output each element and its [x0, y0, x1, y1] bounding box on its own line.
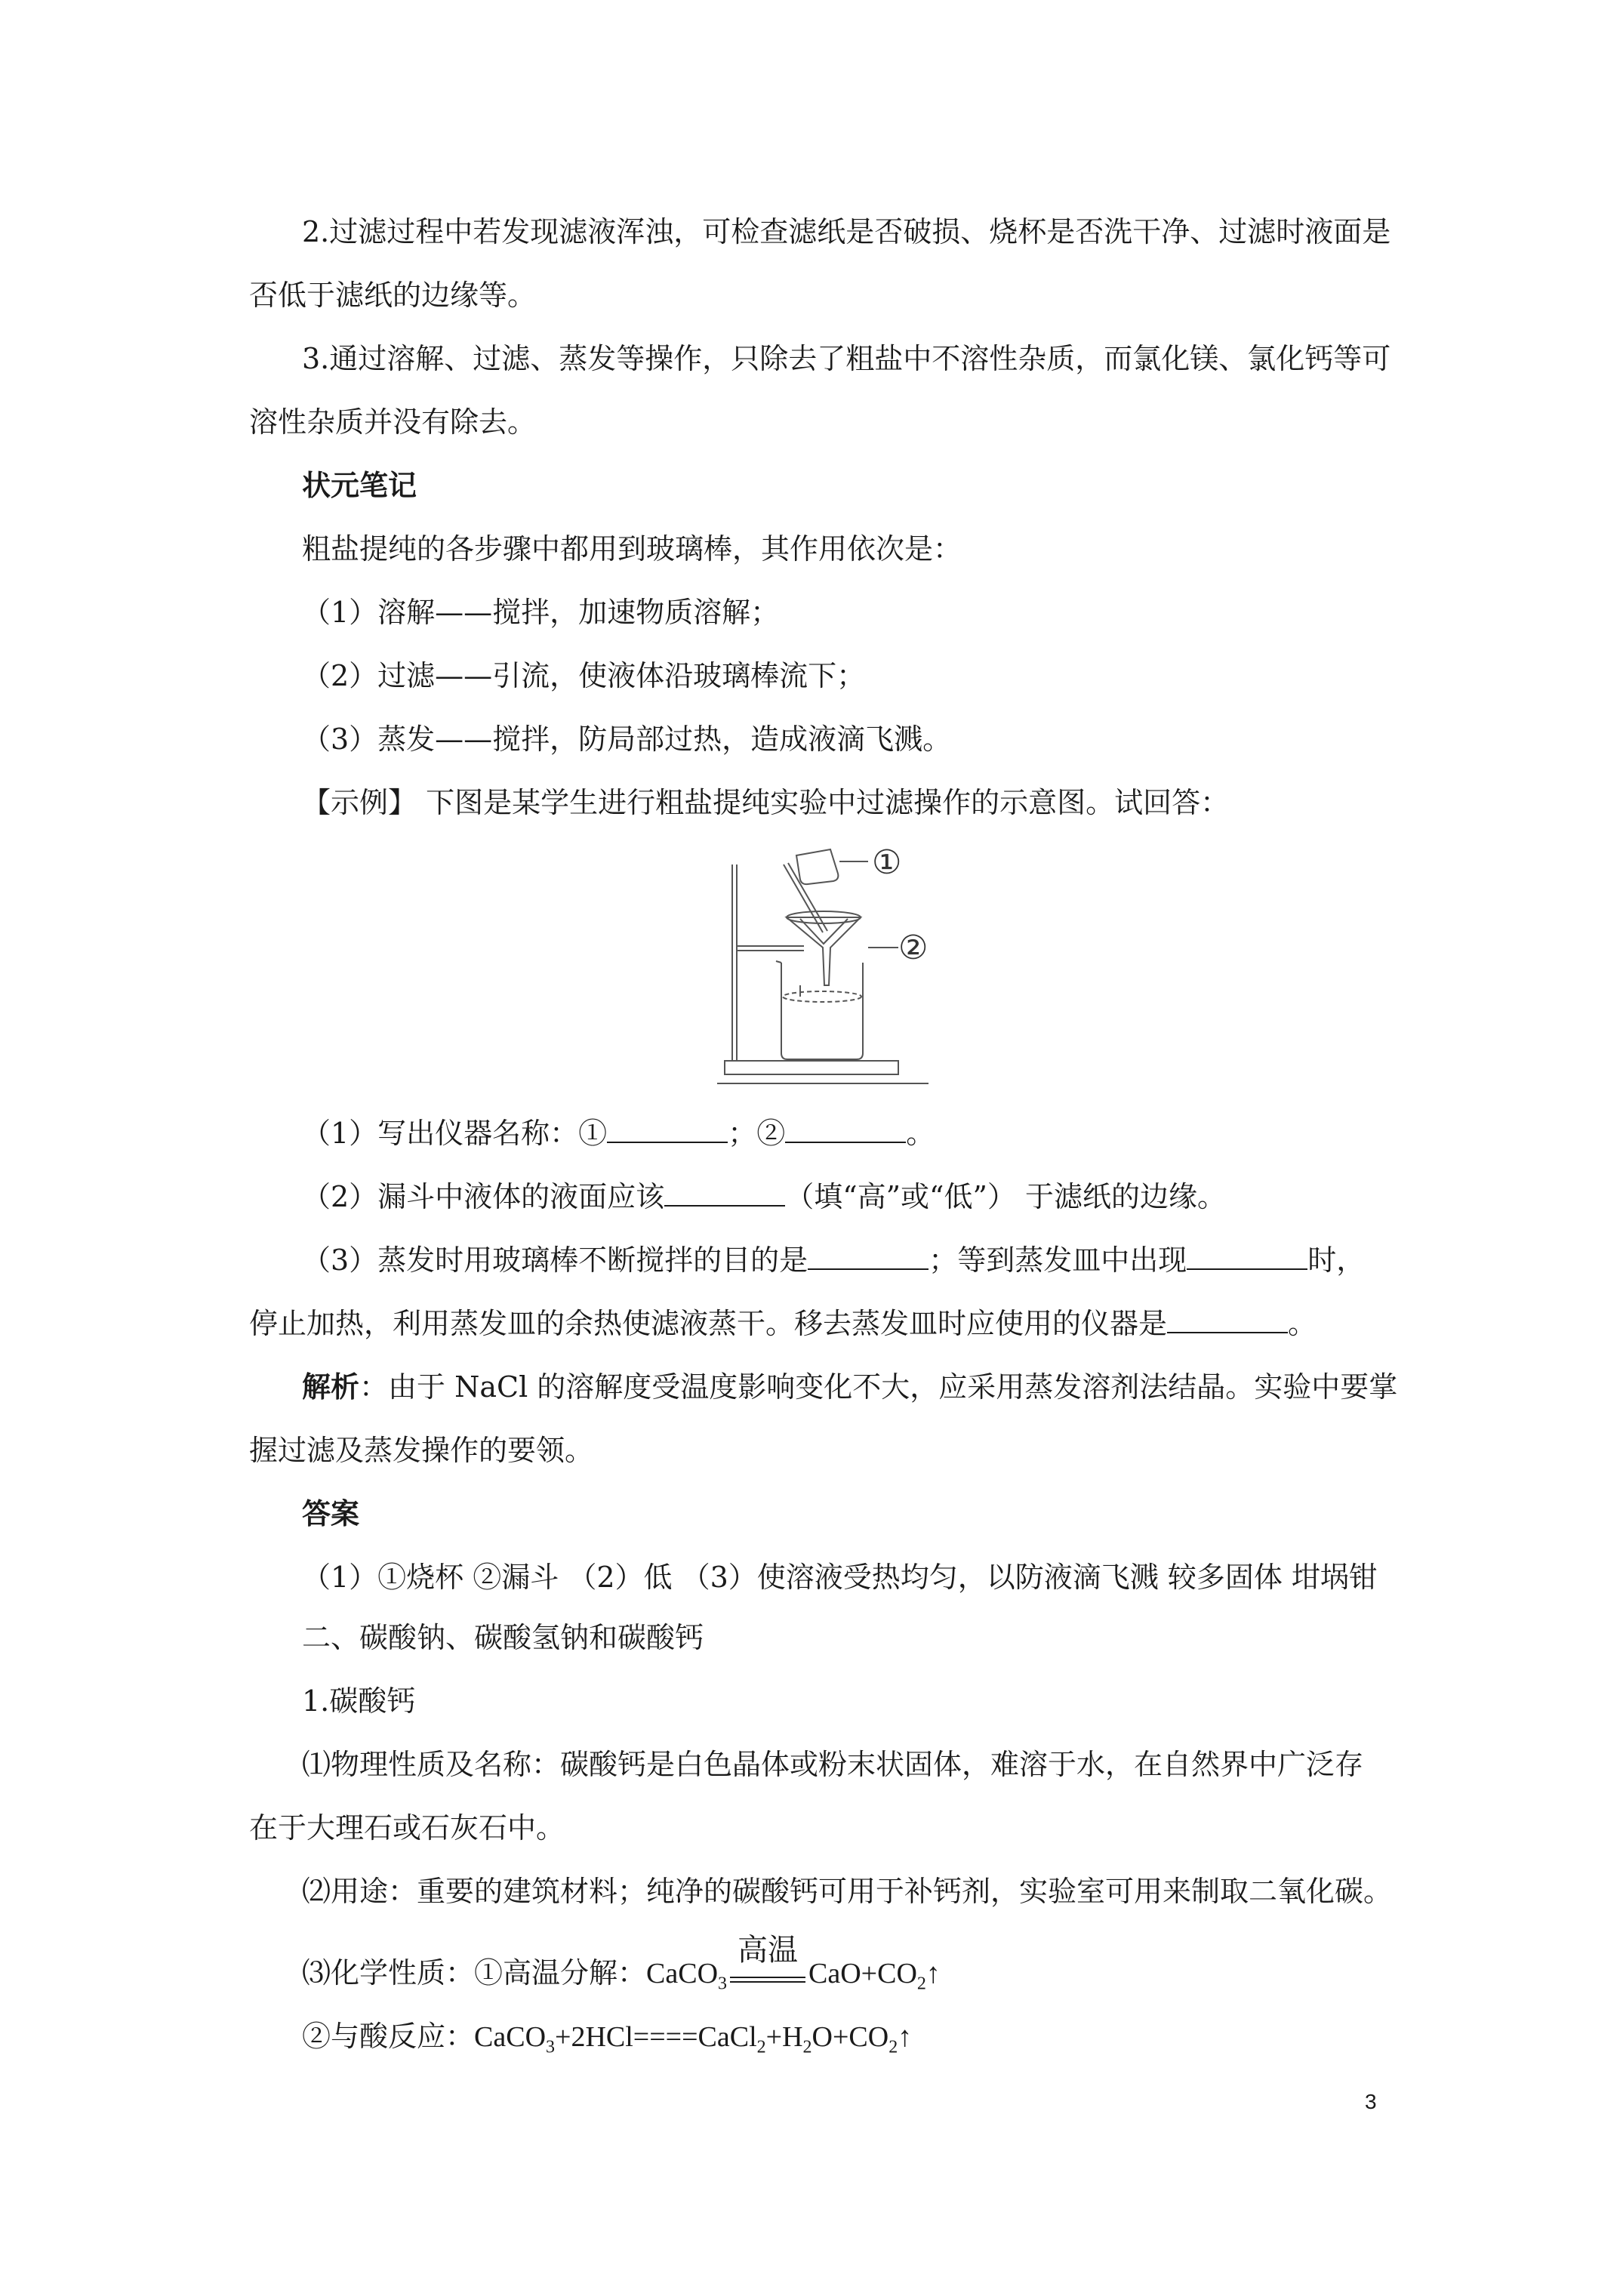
- analysis: [302, 1370, 1457, 1404]
- note-title: 状元笔记: [302, 468, 417, 502]
- reaction-equation-2: $CaCO_3+2HCl====CaCl_2+H_2O+CO_2↑$: [474, 2021, 913, 2057]
- answer-blank[interactable]: [1167, 1309, 1288, 1333]
- question-text: 。: [1288, 1307, 1317, 1340]
- question-text: ；等到蒸发皿中出现: [929, 1244, 1187, 1277]
- question-2: [302, 1179, 1457, 1214]
- reaction-condition: 高温: [738, 1933, 799, 1968]
- question-3-cont: [249, 1306, 1404, 1341]
- answer-blank[interactable]: [808, 1246, 929, 1270]
- paragraph-line: 溶性杂质并没有除去。: [249, 405, 537, 439]
- question-text: 时，: [1307, 1244, 1366, 1277]
- question-text: （3）蒸发时用玻璃棒不断搅拌的目的是: [302, 1244, 808, 1277]
- formula-label: ②与酸反应：: [302, 2020, 475, 2053]
- paragraph-line: 粗盐提纯的各步骤中都用到玻璃棒，其作用依次是：: [302, 532, 962, 566]
- paragraph-line: 3.通过溶解、过滤、蒸发等操作，只除去了粗盐中不溶性杂质，而氯化镁、氯化钙等可: [302, 342, 1391, 375]
- question-text: ；②: [728, 1117, 786, 1150]
- paragraph-line: 握过滤及蒸发操作的要领。: [249, 1434, 594, 1467]
- question-text: 。: [906, 1117, 935, 1150]
- question-text: （填“高”或“低”） 于滤纸的边缘。: [785, 1180, 1226, 1213]
- reaction-equation-1: CaCO$_3$ 高温 $CaO+CO_2↑$: [646, 1933, 941, 1994]
- answer-blank[interactable]: [664, 1182, 785, 1207]
- paragraph-line: 在于大理石或石灰石中。: [249, 1811, 565, 1845]
- list-item: （1）溶解——搅拌，加速物质溶解；: [302, 596, 780, 629]
- reaction-arrow: [730, 1933, 805, 1983]
- answer-blank[interactable]: [1187, 1246, 1307, 1270]
- question-text: （1）写出仪器名称：①: [302, 1117, 608, 1150]
- answer-blank[interactable]: [785, 1119, 906, 1143]
- list-item: （2）过滤——引流，使液体沿玻璃棒流下；: [302, 659, 866, 692]
- list-item: （3）蒸发——搅拌，防局部过热，造成液滴飞溅。: [302, 723, 952, 756]
- section-heading: 二、碳酸钠、碳酸氢钠和碳酸钙: [302, 1621, 704, 1654]
- figure-label-1: ①: [872, 843, 902, 882]
- formula-label: ⑶化学性质：①高温分解：: [302, 1956, 647, 1989]
- subsection-heading: 1.碳酸钙: [302, 1684, 416, 1718]
- question-1: [302, 1116, 1457, 1151]
- question-3: [302, 1243, 1457, 1277]
- answer-blank[interactable]: [607, 1119, 728, 1143]
- paragraph-line: ⑴物理性质及名称：碳酸钙是白色晶体或粉末状固体，难溶于水，在自然界中广泛存: [302, 1748, 1364, 1781]
- example-prompt: 【示例】 下图是某学生进行粗盐提纯实验中过滤操作的示意图。试回答：: [302, 786, 1230, 819]
- paragraph-line: ⑵用途：重要的建筑材料；纯净的碳酸钙可用于补钙剂，实验室可用来制取二氧化碳。: [302, 1875, 1393, 1908]
- paragraph-line: 2.过滤过程中若发现滤液浑浊，可检查滤纸是否破损、烧杯是否洗干净、过滤时液面是: [302, 215, 1391, 248]
- chemical-property-1: [302, 1933, 1457, 1994]
- answer-title: 答案: [302, 1496, 360, 1530]
- question-text: （2）漏斗中液体的液面应该: [302, 1180, 665, 1213]
- chemical-property-2: [302, 2019, 1457, 2057]
- question-text: 停止加热，利用蒸发皿的余热使滤液蒸干。移去蒸发皿时应使用的仪器是: [249, 1307, 1168, 1340]
- page-number: 3: [1365, 2090, 1377, 2113]
- paragraph-line: 否低于滤纸的边缘等。: [249, 279, 537, 312]
- analysis-text: ：由于 NaCl 的溶解度受温度影响变化不大，应采用蒸发溶剂法结晶。实验中要掌: [359, 1370, 1398, 1404]
- analysis-label: 解析: [302, 1370, 360, 1404]
- filtration-apparatus-figure: [710, 834, 936, 1095]
- figure-label-2: ②: [898, 929, 929, 967]
- answer-text: （1）①烧杯 ②漏斗 （2）低 （3）使溶液受热均匀，以防液滴飞溅 较多固体 坩埚钳: [302, 1561, 1378, 1594]
